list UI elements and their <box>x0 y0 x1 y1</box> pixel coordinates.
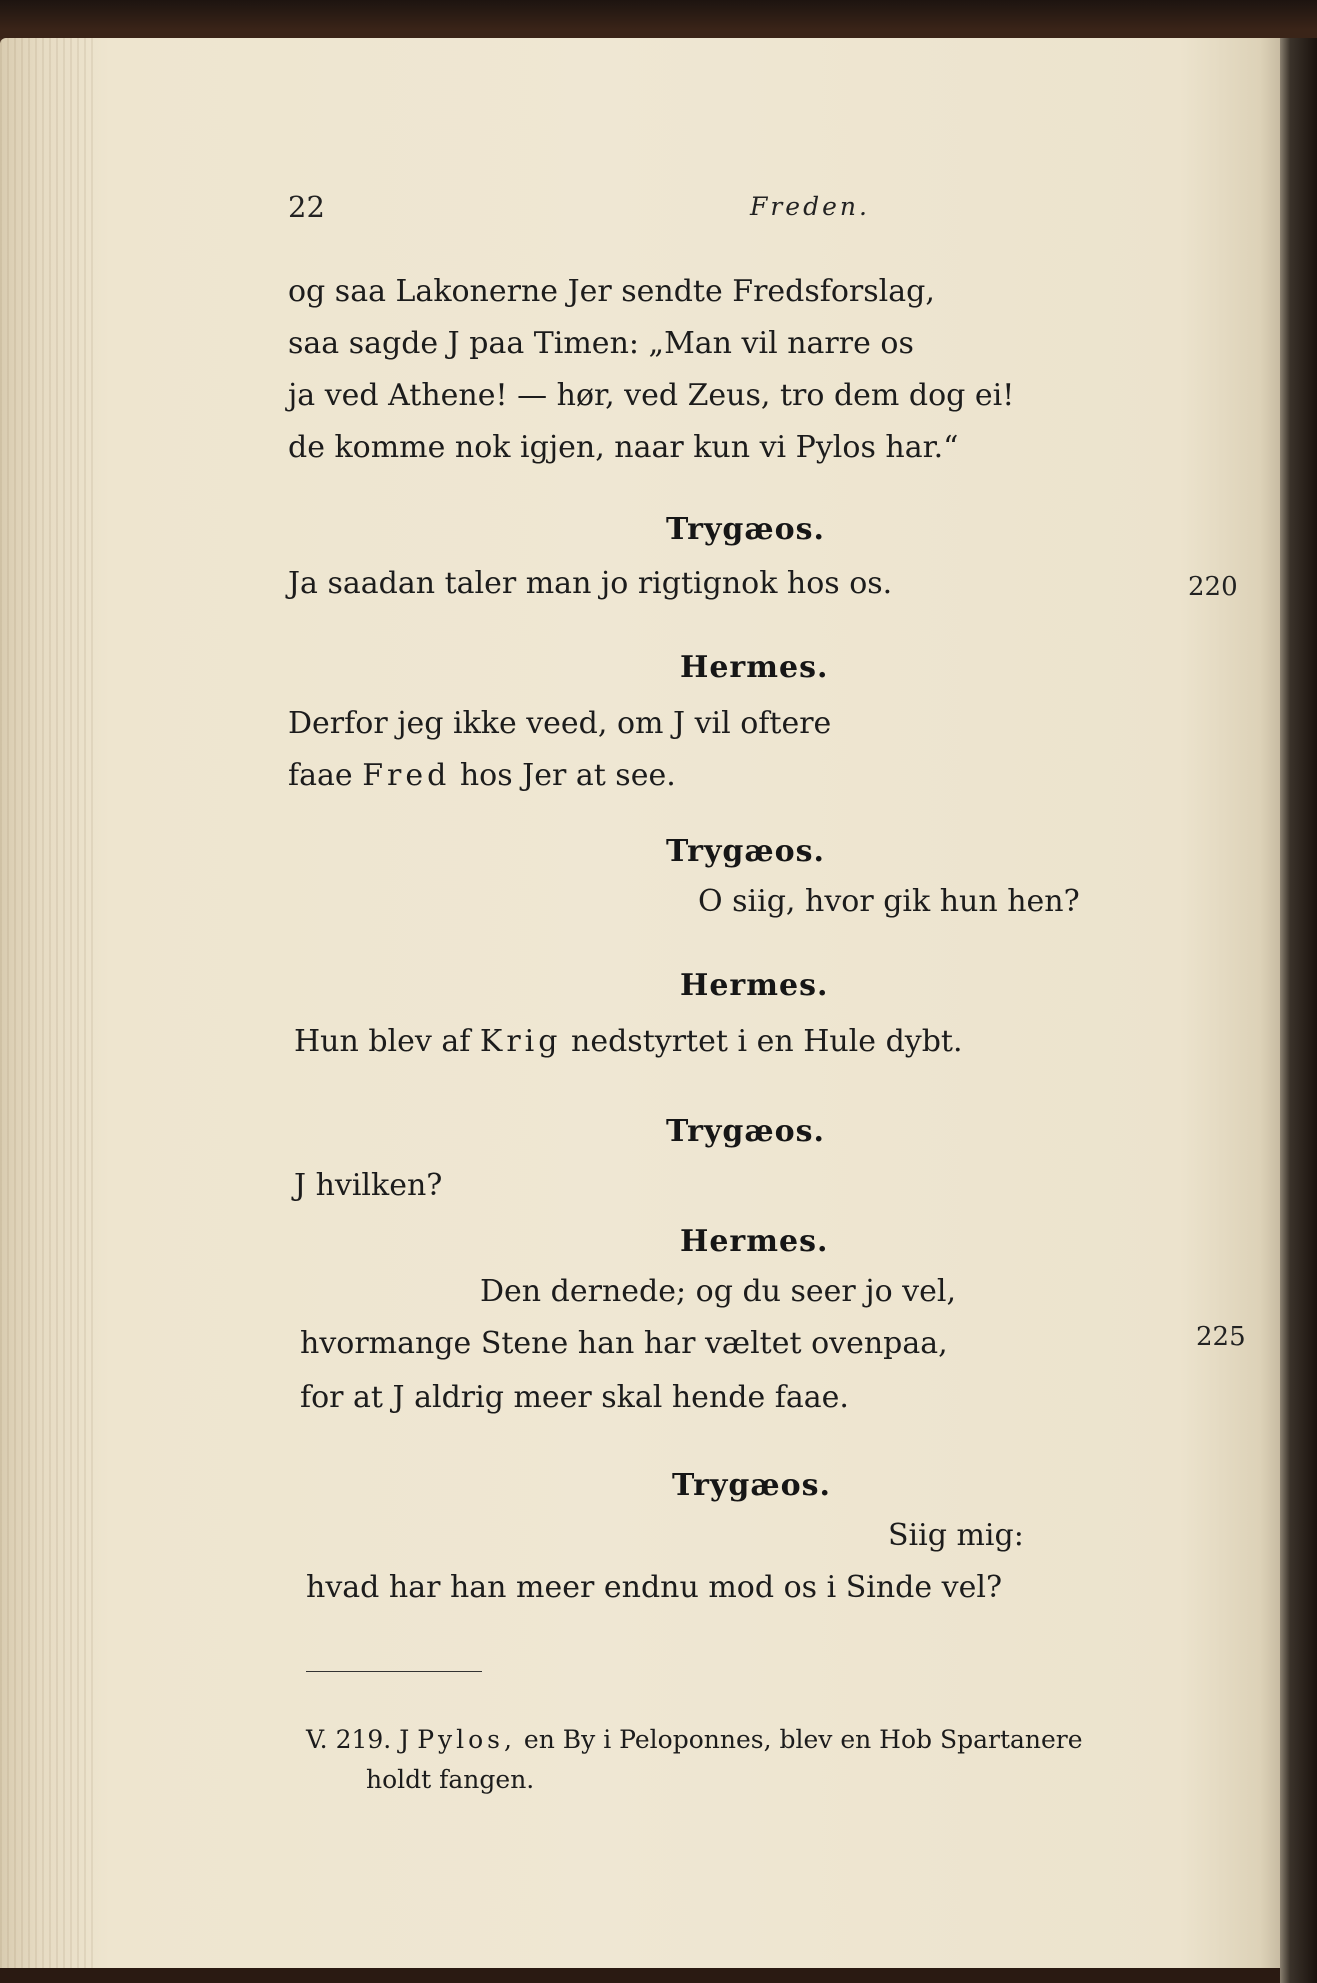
verse-word: nedstyrtet i en Hule dybt. <box>571 1024 963 1059</box>
binding-shadow <box>1280 38 1317 1983</box>
verse-line: O siig, hvor gik hun hen? <box>698 884 1080 919</box>
verse-line: Siig mig: <box>888 1518 1024 1553</box>
verse-line: for at J aldrig meer skal hende faae. <box>300 1380 849 1415</box>
verse-line: de komme nok igjen, naar kun vi Pylos har.“ <box>288 430 959 465</box>
footnote-word: J <box>399 1725 410 1754</box>
verse-line: hvad har han meer endnu mod os i Sinde vel? <box>306 1570 1003 1605</box>
speaker-name: Hermes. <box>680 1224 829 1259</box>
speaker-name: Hermes. <box>680 650 829 685</box>
speaker-name: Trygæos. <box>666 834 825 869</box>
verse-line: J hvilken? <box>294 1168 443 1203</box>
verse-word: faae <box>288 758 353 793</box>
verse-word-spaced: Krig <box>479 1024 562 1059</box>
running-title: Freden. <box>750 192 870 221</box>
footnote-rule <box>306 1671 482 1672</box>
verse-line: Den dernede; og du seer jo vel, <box>480 1274 957 1309</box>
verse-line: saa sagde J paa Timen: „Man vil narre os <box>288 326 914 361</box>
line-number: 225 <box>1196 1322 1246 1352</box>
verse-word: Hun blev af <box>294 1024 471 1059</box>
footnote-ref: V. 219. <box>306 1725 392 1754</box>
verse-line: Derfor jeg ikke veed, om J vil oftere <box>288 706 832 741</box>
footnote-text: en By i Peloponnes, blev en Hob Spartanere <box>523 1725 1083 1754</box>
verse-line <box>288 758 676 793</box>
verse-line: og saa Lakonerne Jer sendte Fredsforslag, <box>288 274 935 309</box>
footnote-line <box>306 1725 1083 1754</box>
verse-word: hos Jer at see. <box>459 758 676 793</box>
speaker-name: Trygæos. <box>666 512 825 547</box>
page-header <box>0 190 1290 230</box>
footnote-word-spaced: Pylos, <box>417 1725 516 1754</box>
verse-line: hvormange Stene han har væltet ovenpaa, <box>300 1326 948 1361</box>
line-number: 220 <box>1188 572 1238 602</box>
footnote-line: holdt fangen. <box>366 1765 535 1794</box>
verse-line: Ja saadan taler man jo rigtignok hos os. <box>288 566 893 601</box>
verse-line: ja ved Athene! — hør, ved Zeus, tro dem dog ei! <box>288 378 1015 413</box>
verse-word-spaced: Fred <box>362 758 451 793</box>
speaker-name: Trygæos. <box>672 1468 831 1503</box>
speaker-name: Trygæos. <box>666 1114 825 1149</box>
speaker-name: Hermes. <box>680 968 829 1003</box>
page-number: 22 <box>288 190 325 224</box>
page-edge <box>0 38 96 1968</box>
verse-line <box>294 1024 963 1059</box>
